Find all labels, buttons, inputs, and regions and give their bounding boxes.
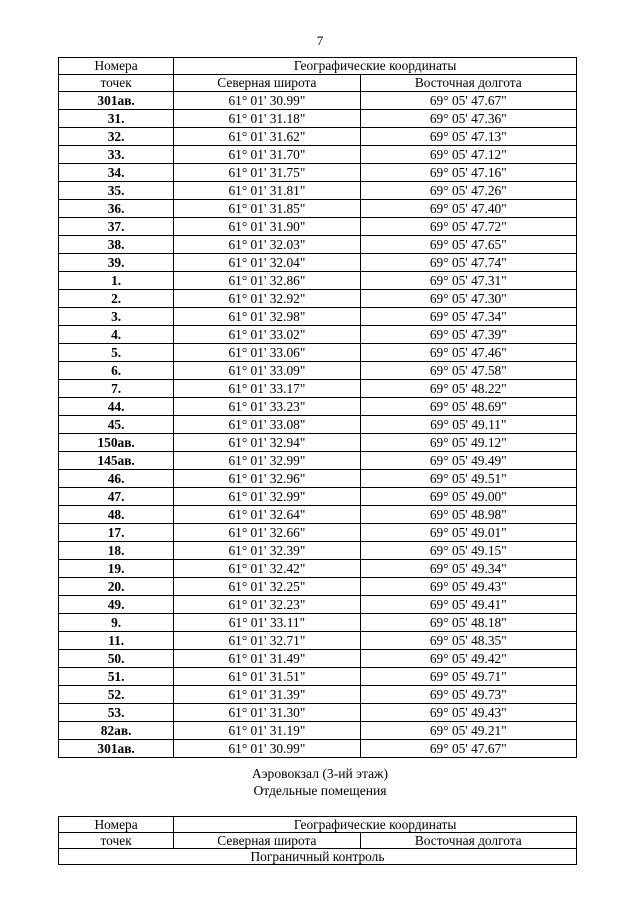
latitude-cell: 61° 01' 32.98" <box>174 308 360 326</box>
latitude-cell: 61° 01' 33.06" <box>174 344 360 362</box>
table-row <box>59 254 577 272</box>
latitude-cell: 61° 01' 32.25" <box>174 578 360 596</box>
longitude-cell: 69° 05' 49.21" <box>360 722 576 740</box>
table-row <box>59 452 577 470</box>
point-cell: 37. <box>59 218 174 236</box>
table-row <box>59 290 577 308</box>
table-row <box>59 542 577 560</box>
table-row <box>59 326 577 344</box>
point-cell: 46. <box>59 470 174 488</box>
table-row <box>59 272 577 290</box>
point-cell: 6. <box>59 362 174 380</box>
point-cell: 17. <box>59 524 174 542</box>
table2-header-points-line2: точек <box>59 833 174 849</box>
latitude-cell: 61° 01' 31.62" <box>174 128 360 146</box>
table2-header-row <box>59 817 577 833</box>
longitude-cell: 69° 05' 49.42" <box>360 650 576 668</box>
point-cell: 39. <box>59 254 174 272</box>
point-cell: 33. <box>59 146 174 164</box>
point-cell: 2. <box>59 290 174 308</box>
latitude-cell: 61° 01' 32.39" <box>174 542 360 560</box>
latitude-cell: 61° 01' 32.03" <box>174 236 360 254</box>
header-geo-coordinates: Географические координаты <box>174 58 577 75</box>
table-row <box>59 416 577 434</box>
point-cell: 53. <box>59 704 174 722</box>
latitude-cell: 61° 01' 31.70" <box>174 146 360 164</box>
point-cell: 44. <box>59 398 174 416</box>
table-row <box>59 614 577 632</box>
latitude-cell: 61° 01' 32.92" <box>174 290 360 308</box>
table-row <box>59 704 577 722</box>
latitude-cell: 61° 01' 32.99" <box>174 452 360 470</box>
table-row <box>59 686 577 704</box>
table-subheader-row <box>59 75 577 92</box>
longitude-cell: 69° 05' 47.67" <box>360 92 576 110</box>
latitude-cell: 61° 01' 32.99" <box>174 488 360 506</box>
latitude-cell: 61° 01' 31.75" <box>174 164 360 182</box>
longitude-cell: 69° 05' 49.15" <box>360 542 576 560</box>
table-row <box>59 506 577 524</box>
longitude-cell: 69° 05' 47.46" <box>360 344 576 362</box>
longitude-cell: 69° 05' 47.36" <box>360 110 576 128</box>
point-cell: 19. <box>59 560 174 578</box>
latitude-cell: 61° 01' 33.23" <box>174 398 360 416</box>
point-cell: 1. <box>59 272 174 290</box>
page-number: 7 <box>316 33 324 48</box>
latitude-cell: 61° 01' 30.99" <box>174 740 360 758</box>
table2-header-points-line1: Номера <box>59 817 174 833</box>
point-cell: 35. <box>59 182 174 200</box>
latitude-cell: 61° 01' 31.81" <box>174 182 360 200</box>
table-row <box>59 164 577 182</box>
table-row <box>59 128 577 146</box>
longitude-cell: 69° 05' 47.16" <box>360 164 576 182</box>
longitude-cell: 69° 05' 47.72" <box>360 218 576 236</box>
longitude-cell: 69° 05' 49.41" <box>360 596 576 614</box>
latitude-cell: 61° 01' 32.64" <box>174 506 360 524</box>
latitude-cell: 61° 01' 32.96" <box>174 470 360 488</box>
longitude-cell: 69° 05' 48.69" <box>360 398 576 416</box>
table2-group-label: Пограничный контроль <box>59 849 577 865</box>
table-row <box>59 740 577 758</box>
latitude-cell: 61° 01' 32.23" <box>174 596 360 614</box>
latitude-cell: 61° 01' 33.08" <box>174 416 360 434</box>
point-cell: 36. <box>59 200 174 218</box>
latitude-cell: 61° 01' 31.51" <box>174 668 360 686</box>
point-cell: 48. <box>59 506 174 524</box>
point-cell: 11. <box>59 632 174 650</box>
longitude-cell: 69° 05' 48.98" <box>360 506 576 524</box>
longitude-cell: 69° 05' 49.71" <box>360 668 576 686</box>
table2-group-row <box>59 849 577 865</box>
table-header-row <box>59 58 577 75</box>
longitude-cell: 69° 05' 49.73" <box>360 686 576 704</box>
point-cell: 49. <box>59 596 174 614</box>
table-row <box>59 650 577 668</box>
longitude-cell: 69° 05' 49.51" <box>360 470 576 488</box>
header-points-line1: Номера <box>59 58 174 75</box>
longitude-cell: 69° 05' 49.43" <box>360 704 576 722</box>
table-row <box>59 434 577 452</box>
table-row <box>59 236 577 254</box>
point-cell: 145ав. <box>59 452 174 470</box>
point-cell: 51. <box>59 668 174 686</box>
table-row <box>59 560 577 578</box>
table-row <box>59 182 577 200</box>
table-row <box>59 578 577 596</box>
point-cell: 45. <box>59 416 174 434</box>
point-cell: 32. <box>59 128 174 146</box>
table-row <box>59 722 577 740</box>
section-subtitle: Отдельные помещения <box>253 783 387 798</box>
latitude-cell: 61° 01' 31.18" <box>174 110 360 128</box>
longitude-cell: 69° 05' 47.40" <box>360 200 576 218</box>
table2-header-north-latitude: Северная широта <box>174 833 360 849</box>
longitude-cell: 69° 05' 49.43" <box>360 578 576 596</box>
latitude-cell: 61° 01' 31.39" <box>174 686 360 704</box>
latitude-cell: 61° 01' 33.11" <box>174 614 360 632</box>
longitude-cell: 69° 05' 47.13" <box>360 128 576 146</box>
section-title: Аэровокзал (3-ий этаж) <box>251 766 389 781</box>
header-north-latitude: Северная широта <box>174 75 360 92</box>
point-cell: 18. <box>59 542 174 560</box>
point-cell: 150ав. <box>59 434 174 452</box>
table2-subheader-row <box>59 833 577 849</box>
table-row <box>59 92 577 110</box>
latitude-cell: 61° 01' 32.66" <box>174 524 360 542</box>
table-row <box>59 344 577 362</box>
table-row <box>59 398 577 416</box>
point-cell: 9. <box>59 614 174 632</box>
table2-header-geo-coordinates: Географические координаты <box>174 817 577 833</box>
longitude-cell: 69° 05' 47.34" <box>360 308 576 326</box>
longitude-cell: 69° 05' 47.39" <box>360 326 576 344</box>
latitude-cell: 61° 01' 32.04" <box>174 254 360 272</box>
point-cell: 301ав. <box>59 92 174 110</box>
latitude-cell: 61° 01' 31.90" <box>174 218 360 236</box>
point-cell: 38. <box>59 236 174 254</box>
latitude-cell: 61° 01' 33.09" <box>174 362 360 380</box>
table-row <box>59 362 577 380</box>
longitude-cell: 69° 05' 48.18" <box>360 614 576 632</box>
coordinates-table <box>58 57 577 758</box>
table-row <box>59 146 577 164</box>
point-cell: 34. <box>59 164 174 182</box>
latitude-cell: 61° 01' 33.02" <box>174 326 360 344</box>
point-cell: 301ав. <box>59 740 174 758</box>
longitude-cell: 69° 05' 47.58" <box>360 362 576 380</box>
point-cell: 82ав. <box>59 722 174 740</box>
point-cell: 31. <box>59 110 174 128</box>
table-row <box>59 200 577 218</box>
table-row <box>59 632 577 650</box>
table-row <box>59 668 577 686</box>
latitude-cell: 61° 01' 31.30" <box>174 704 360 722</box>
point-cell: 20. <box>59 578 174 596</box>
rooms-coordinates-table <box>58 816 577 865</box>
longitude-cell: 69° 05' 47.65" <box>360 236 576 254</box>
longitude-cell: 69° 05' 49.00" <box>360 488 576 506</box>
table-row <box>59 380 577 398</box>
table-row <box>59 524 577 542</box>
point-cell: 7. <box>59 380 174 398</box>
point-cell: 4. <box>59 326 174 344</box>
table-row <box>59 308 577 326</box>
table-row <box>59 110 577 128</box>
longitude-cell: 69° 05' 47.67" <box>360 740 576 758</box>
table-row <box>59 470 577 488</box>
point-cell: 50. <box>59 650 174 668</box>
longitude-cell: 69° 05' 49.11" <box>360 416 576 434</box>
latitude-cell: 61° 01' 32.71" <box>174 632 360 650</box>
latitude-cell: 61° 01' 31.85" <box>174 200 360 218</box>
header-points-line2: точек <box>59 75 174 92</box>
longitude-cell: 69° 05' 47.74" <box>360 254 576 272</box>
latitude-cell: 61° 01' 30.99" <box>174 92 360 110</box>
table2-header-east-longitude: Восточная долгота <box>360 833 576 849</box>
latitude-cell: 61° 01' 33.17" <box>174 380 360 398</box>
latitude-cell: 61° 01' 32.86" <box>174 272 360 290</box>
longitude-cell: 69° 05' 47.26" <box>360 182 576 200</box>
point-cell: 5. <box>59 344 174 362</box>
longitude-cell: 69° 05' 49.12" <box>360 434 576 452</box>
latitude-cell: 61° 01' 31.49" <box>174 650 360 668</box>
longitude-cell: 69° 05' 49.49" <box>360 452 576 470</box>
longitude-cell: 69° 05' 49.01" <box>360 524 576 542</box>
longitude-cell: 69° 05' 49.34" <box>360 560 576 578</box>
longitude-cell: 69° 05' 47.12" <box>360 146 576 164</box>
latitude-cell: 61° 01' 32.42" <box>174 560 360 578</box>
point-cell: 3. <box>59 308 174 326</box>
longitude-cell: 69° 05' 47.31" <box>360 272 576 290</box>
table-row <box>59 218 577 236</box>
longitude-cell: 69° 05' 48.35" <box>360 632 576 650</box>
table-row <box>59 488 577 506</box>
latitude-cell: 61° 01' 31.19" <box>174 722 360 740</box>
longitude-cell: 69° 05' 47.30" <box>360 290 576 308</box>
latitude-cell: 61° 01' 32.94" <box>174 434 360 452</box>
point-cell: 47. <box>59 488 174 506</box>
table-row <box>59 596 577 614</box>
header-east-longitude: Восточная долгота <box>360 75 576 92</box>
point-cell: 52. <box>59 686 174 704</box>
longitude-cell: 69° 05' 48.22" <box>360 380 576 398</box>
